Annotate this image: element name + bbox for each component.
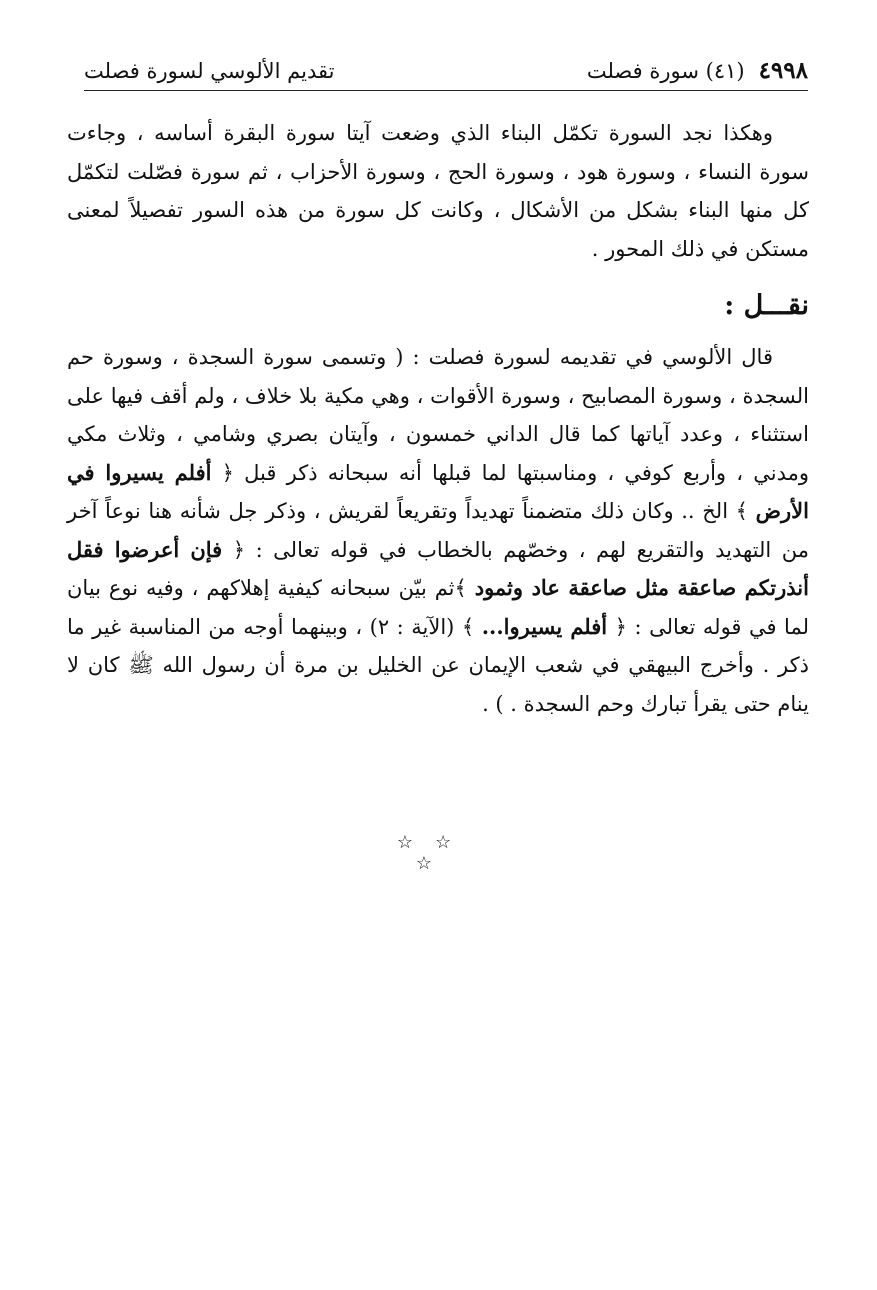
quote-text-part: ﴾ثم بيّن سبحانه كيفية إهلاكهم ، وفيه نوع بيان لما في قوله تعالى : ﴿ bbox=[67, 576, 809, 639]
star-icon: ☆ bbox=[435, 832, 474, 853]
page-number: ٤٩٩٨ bbox=[758, 57, 808, 84]
quote-text-part: قال الألوسي في تقديمه لسورة فصلت : ( وتسمى سورة السجدة ، وسورة حم السجدة ، وسورة المصابيح ، وسورة الأقوات ، وهي مكية بلا خلاف ، ولم أقف فيها على استثناء ، وعدد آياتها كما قال الداني خمسون ، وآيتان بصري وشامي ، وثلاث مكي ومدني ، وأربع كوفي ، ومناسبتها لما قبلها أنه سبحانه ذكر قبل ﴿ bbox=[67, 345, 809, 485]
paragraph-quote bbox=[67, 338, 809, 723]
quote-text-part: ﴾ الخ .. وكان ذلك متضمناً تهديداً وتقريعاً لقريش ، وذكر جل شأنه هنا نوعاً آخر من التهديد والتقريع لهم ، وخصّهم بالخطاب في قوله تعالى : ﴿ bbox=[67, 499, 809, 562]
surah-reference: (٤١) سورة فصلت bbox=[586, 59, 745, 83]
quote-text-part: ﴾ (الآية : ٢) ، وبينهما أوجه من المناسبة غير ما ذكر . وأخرج البيهقي في شعب الإيمان عن الخليل بن مرة أن رسول الله ﷺ كان لا ينام حتى يقرأ تبارك وحم السجدة . ) . bbox=[67, 614, 809, 716]
header-right bbox=[587, 56, 808, 86]
quran-verse: أفلم يسيروا في الأرض bbox=[67, 459, 809, 523]
section-separator bbox=[380, 832, 490, 874]
star-icon: ☆ bbox=[396, 832, 435, 853]
page-header bbox=[84, 56, 808, 91]
star-icon: ☆ bbox=[415, 853, 455, 874]
quran-verse: فإن أعرضوا فقل أنذرتكم صاعقة مثل صاعقة عاد وثمود bbox=[67, 536, 809, 600]
paragraph-intro: وهكذا نجد السورة تكمّل البناء الذي وضعت آيتا سورة البقرة أساسه ، وجاءت سورة النساء ، وسورة هود ، وسورة الحج ، وسورة الأحزاب ، ثم سورة فصّلت لتكمّل كل منها البناء بشكل من الأشكال ، وكانت كل سورة من هذه السور تفصيلاً لمعنى مستكن في ذلك المحور . bbox=[67, 121, 809, 261]
quran-verse: أفلم يسيروا... bbox=[481, 613, 608, 639]
section-heading: نقـــل : bbox=[724, 290, 809, 321]
running-title: تقديم الألوسي لسورة فصلت bbox=[84, 59, 335, 83]
